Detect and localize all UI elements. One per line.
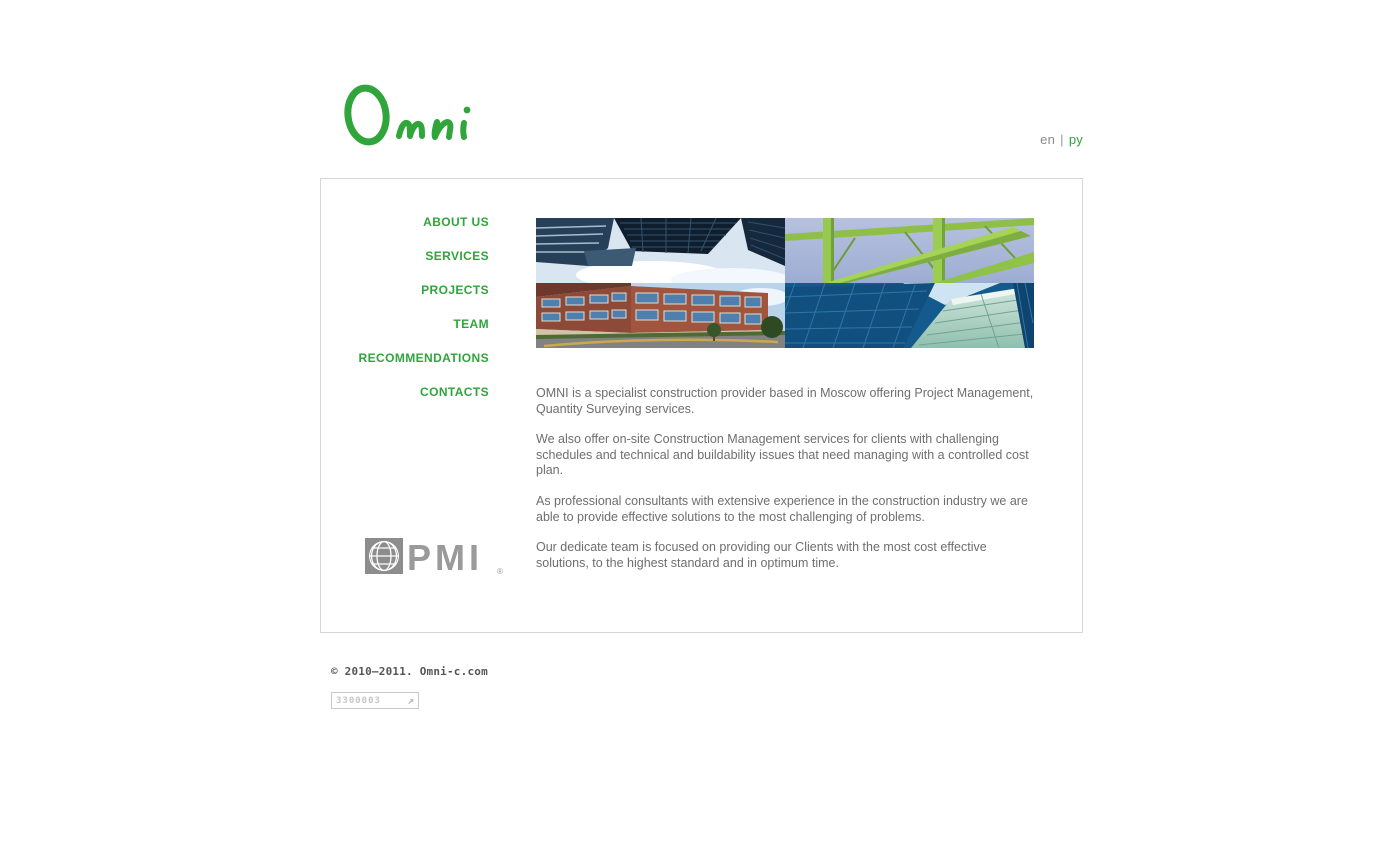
pmi-logo [365,535,507,577]
nav-services[interactable]: SERVICES [425,249,489,263]
photo-glass-atrium-skyscrapers [536,218,785,283]
intro-paragraph-2: We also offer on-site Construction Management services for clients with challenging schedules and technical and buildability issues that need managing with a controlled cost plan. [536,432,1029,478]
photo-brick-office-building [536,283,785,348]
main-nav [339,216,489,420]
pmi-letters: PMI [407,537,484,577]
visit-counter-badge[interactable] [331,692,419,709]
nav-about-us[interactable]: ABOUT US [423,215,489,229]
intro-paragraph-1: OMNI is a specialist construction provider based in Moscow offering Project Management, Quantity Surveying services. [536,386,1034,416]
nav-team[interactable]: TEAM [453,317,489,331]
nav-contacts[interactable]: CONTACTS [420,385,489,399]
photo-collage [536,218,1034,348]
counter-value: 3300003 [336,695,381,706]
nav-recommendations[interactable]: RECOMMENDATIONS [358,351,489,365]
pmi-registered-mark: ® [497,567,503,576]
nav-projects[interactable]: PROJECTS [421,283,489,297]
lang-separator: | [1060,132,1064,147]
photo-blue-glass-towers [785,283,1034,348]
intro-paragraph-4: Our dedicate team is focused on providing our Clients with the most cost effective solutions, to the highest standard and in optimum time. [536,540,987,570]
language-switcher [1003,132,1083,147]
external-link-arrow-icon: ↗ [407,694,414,707]
omni-logo[interactable] [340,78,492,152]
lang-ru-link[interactable]: ру [1068,132,1083,147]
lang-current: en [1040,132,1056,147]
content-panel [320,178,1083,633]
intro-text [536,386,1038,586]
photo-green-steel-structure [785,218,1034,283]
copyright: © 2010—2011. Omni-c.com [331,665,488,678]
intro-paragraph-3: As professional consultants with extensive experience in the construction industry we are able to provide effective solutions to the most challenging of problems. [536,493,1028,524]
